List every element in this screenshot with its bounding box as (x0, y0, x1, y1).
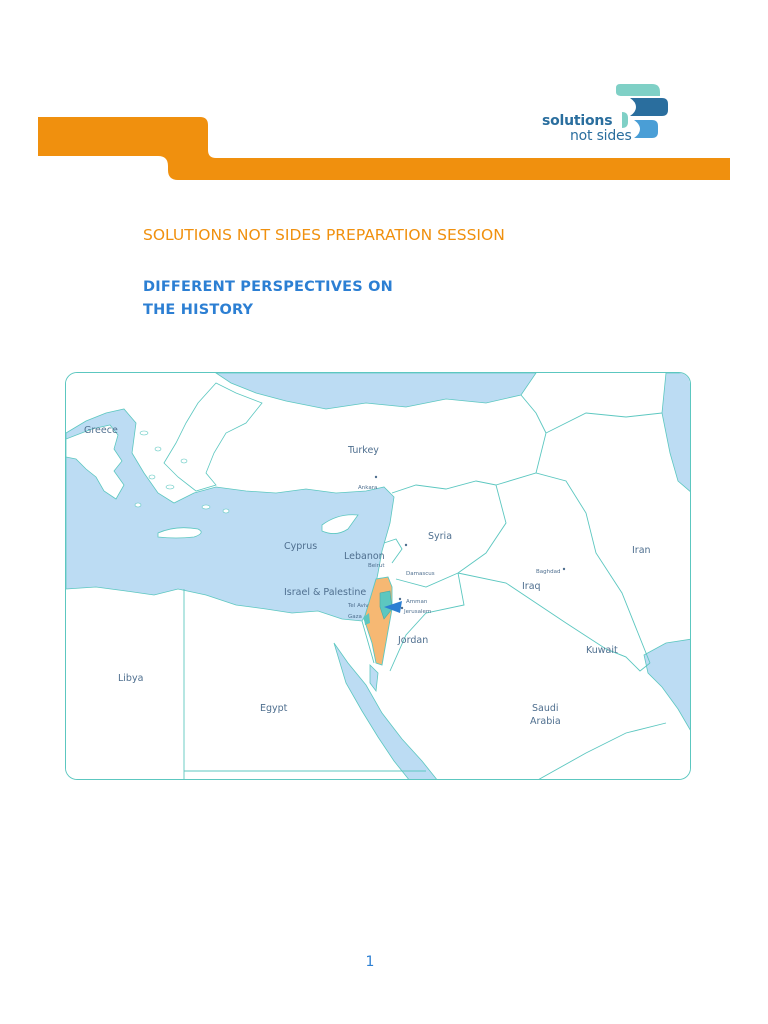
solutions-not-sides-logo (540, 82, 670, 148)
label-turkey: Turkey (348, 445, 379, 456)
label-baghdad: Baghdad (536, 569, 561, 575)
document-title: SOLUTIONS NOT SIDES PREPARATION SESSION (143, 226, 505, 244)
label-israel-palestine: Israel & Palestine (284, 587, 367, 598)
label-beirut: Beirut (368, 563, 385, 569)
logo-text-not-sides: not sides (570, 128, 632, 144)
label-jordan: Jordan (398, 635, 429, 646)
label-saudi-line2: Arabia (530, 716, 561, 727)
map-canvas (66, 373, 691, 780)
label-amman: Amman (406, 599, 428, 605)
label-saudi-line1: Saudi (532, 703, 559, 714)
subtitle-line-1: DIFFERENT PERSPECTIVES ON (143, 279, 393, 295)
middle-east-map (65, 372, 691, 780)
logo-text-solutions: solutions (542, 113, 613, 129)
label-egypt: Egypt (260, 703, 288, 714)
label-jerusalem: Jerusalem (404, 609, 432, 615)
subtitle-line-2: THE HISTORY (143, 302, 254, 318)
label-syria: Syria (428, 531, 453, 542)
label-iraq: Iraq (522, 581, 541, 592)
page-number: 1 (365, 954, 375, 970)
label-kuwait: Kuwait (586, 645, 618, 656)
label-gaza: Gaza (348, 614, 362, 620)
label-cyprus: Cyprus (284, 541, 318, 552)
label-ankara: Ankara (358, 485, 378, 491)
label-damascus: Damascus (406, 571, 435, 577)
document-subtitle (143, 276, 393, 322)
label-iran: Iran (632, 545, 651, 556)
label-lebanon: Lebanon (344, 551, 385, 562)
label-libya: Libya (118, 673, 144, 684)
label-greece: Greece (84, 425, 118, 436)
label-tel-aviv: Tel Aviv (348, 603, 369, 609)
